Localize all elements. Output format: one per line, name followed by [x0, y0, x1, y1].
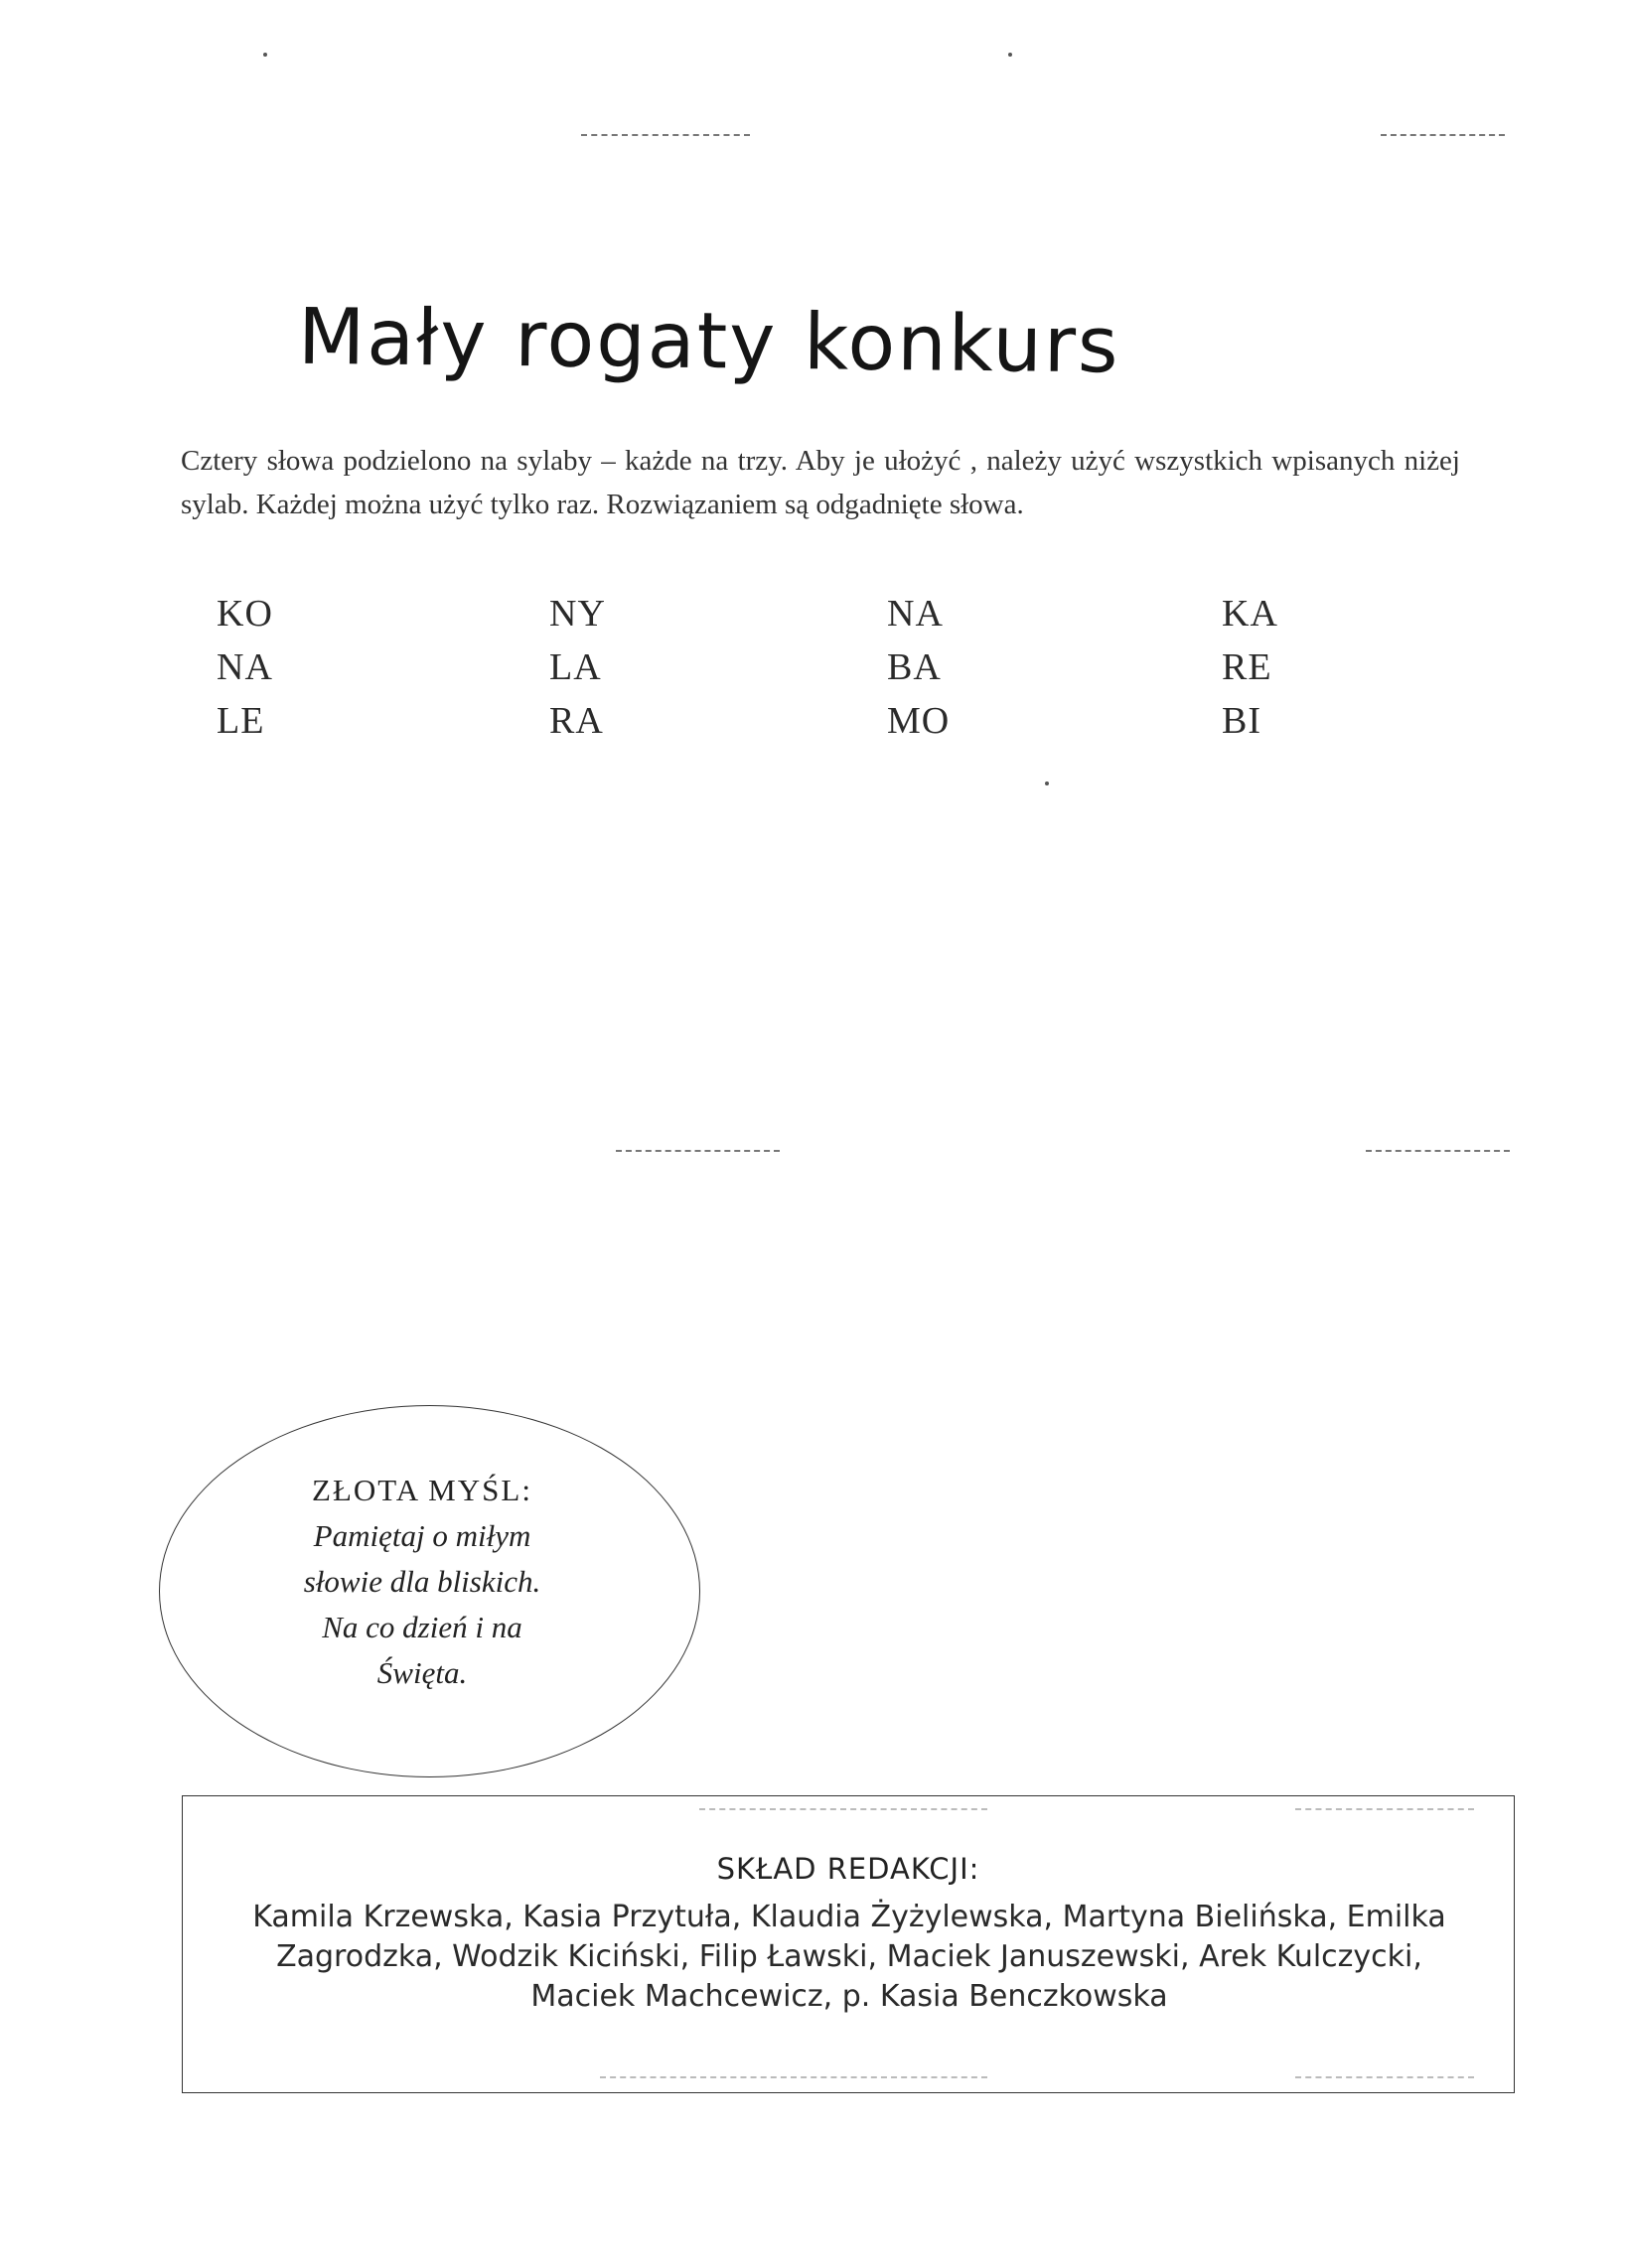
editorial-title: SKŁAD REDAKCJI:	[716, 1852, 980, 1886]
scan-artifact	[1295, 1808, 1474, 1810]
syllable: BI	[1222, 700, 1261, 742]
scan-artifact	[1381, 134, 1505, 136]
scan-artifact	[616, 1150, 780, 1152]
syllable: BA	[887, 646, 942, 688]
syllable: LA	[549, 646, 602, 688]
syllable: KO	[217, 593, 273, 635]
thought-line: Pamiętaj o miłym	[313, 1518, 531, 1553]
syllable-grid	[217, 592, 1349, 741]
scan-artifact	[581, 134, 750, 136]
editorial-box	[182, 1795, 1515, 2093]
syllable: LE	[217, 700, 265, 742]
editorial-members: Kamila Krzewska, Kasia Przytuła, Klaudia Żyżylewska, Martyna Bielińska, Emilka Zagrodzka, Wodzik Kiciński, Filip Ławski, Maciek Januszewski, Arek Kulczycki, Maciek Machcewicz, p. Kasia Benczkowska	[252, 1900, 1446, 2014]
syllable: MO	[887, 700, 951, 742]
thought-line: Święta.	[376, 1655, 468, 1690]
thought-line: słowie dla bliskich.	[303, 1564, 541, 1599]
syllable: NA	[887, 593, 944, 635]
syllable: NA	[217, 646, 273, 688]
syllable: RE	[1222, 646, 1272, 688]
scan-artifact	[1045, 781, 1049, 785]
thought-line: Na co dzień i na	[322, 1610, 522, 1644]
scan-artifact	[1295, 2076, 1474, 2078]
page-title: Mały rogaty konkurs	[297, 292, 1121, 391]
scan-artifact	[699, 1808, 987, 1810]
scan-artifact	[600, 2076, 987, 2078]
scan-artifact	[1366, 1150, 1510, 1152]
syllable: KA	[1222, 593, 1278, 635]
scan-artifact	[1008, 53, 1012, 57]
syllable: RA	[549, 700, 604, 742]
syllable: NY	[549, 593, 606, 635]
instructions-paragraph: Cztery słowa podzielono na sylaby – każde na trzy. Aby je ułożyć , należy użyć wszystkich wpisanych niżej sylab. Każdej można użyć tylko raz. Rozwiązaniem są odgadnięte słowa.	[181, 445, 1460, 520]
thought-heading: ZŁOTA MYŚL:	[312, 1473, 532, 1507]
scan-artifact	[263, 53, 267, 57]
golden-thought	[248, 1468, 596, 1696]
